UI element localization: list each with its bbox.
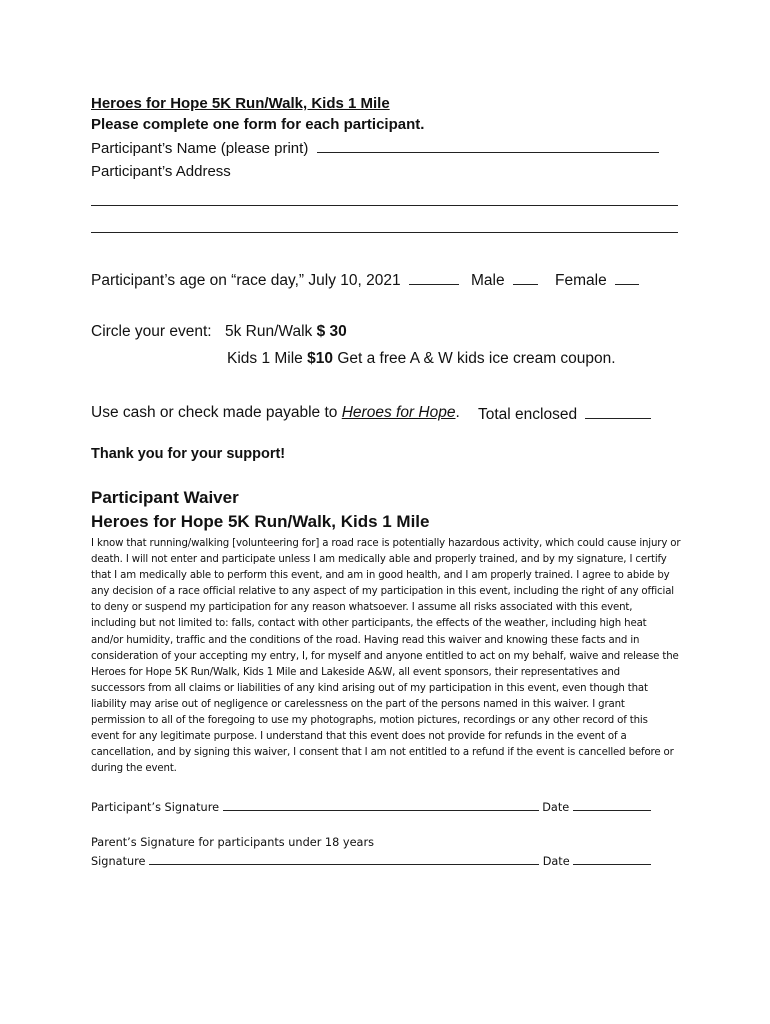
name-row [91, 138, 659, 157]
parent-signature-row [91, 854, 651, 868]
waiver-line: during the event. [91, 763, 177, 775]
waiver-line: any decision of a race official relative to any aspect of my participation in this event, including the right of any official [91, 586, 674, 598]
parent-signature-blank[interactable] [149, 854, 539, 865]
age-label: Participant’s age on “race day,” July 10, 2021 [91, 272, 401, 289]
female-blank[interactable] [615, 270, 639, 285]
participant-signature-blank[interactable] [223, 800, 539, 811]
waiver-line: and/or humidity, traffic and the conditions of the road. Having read this waiver and knowing these facts and in [91, 634, 640, 646]
name-blank[interactable] [317, 138, 659, 153]
waiver-line: including but not limited to: falls, contact with other participants, the effects of the weather, including high heat [91, 618, 647, 630]
total-row [478, 404, 651, 424]
waiver-line: cancellation, and by signing this waiver, I consent that I am not entitled to a refund if the event is cancelled before or [91, 747, 674, 759]
parent-signature-label: Parent’s Signature for participants under 18 years [91, 836, 374, 849]
female-label: Female [555, 272, 607, 289]
waiver-line: I know that running/walking [volunteering for] a road race is potentially hazardous activity, which could cause injury or [91, 538, 681, 549]
address-line-1[interactable] [91, 205, 678, 206]
waiver-line: liability may arise out of negligence or carelessness on the part of the persons named in this waiver. I grant [91, 698, 625, 710]
parent-date-label: Date [542, 855, 570, 868]
participant-date-blank[interactable] [573, 800, 651, 811]
event-5k-name: 5k Run/Walk [225, 323, 313, 340]
waiver-line: Heroes for Hope 5K Run/Walk, Kids 1 Mile and Lakeside A&W, all event sponsors, their representatives and [91, 666, 620, 678]
waiver-line: successors from all claims or liabilities of any kind arising out of my participation in this event, even though that [91, 682, 648, 694]
waiver-line: death. I will not enter and participate unless I am medically able and properly trained, and by my signature, I certify [91, 554, 667, 566]
waiver-line: consideration of your accepting my entry, I, for myself and anyone entitled to act on my behalf, waive and release the [91, 650, 679, 662]
waiver-line: event for any legitimate purpose. I understand that this event does not provide for refunds in the event of a [91, 731, 627, 743]
male-row [471, 270, 538, 290]
waiver-line: permission to all of the foregoing to use my photographs, motion pictures, recordings or any other record of this [91, 715, 648, 727]
payment-suffix: . [455, 404, 460, 421]
address-line-2[interactable] [91, 232, 678, 233]
waiver-heading: Participant Waiver [91, 488, 239, 507]
thank-you-text: Thank you for your support! [91, 446, 286, 462]
form-instruction: Please complete one form for each participant. [91, 116, 425, 133]
participant-signature-label: Participant’s Signature [91, 801, 220, 814]
waiver-body [91, 536, 683, 777]
waiver-line: to deny or suspend my participation for any reason whatsoever. I assume all risks associated with this event, [91, 602, 633, 614]
female-row [555, 270, 639, 290]
participant-date-label: Date [542, 801, 570, 814]
payment-row [91, 404, 460, 422]
name-label: Participant’s Name (please print) [91, 140, 309, 157]
payment-prefix: Use cash or check made payable to [91, 404, 338, 421]
form-title: Heroes for Hope 5K Run/Walk, Kids 1 Mile [91, 95, 390, 112]
event-5k-option[interactable] [225, 323, 347, 341]
event-kids-name: Kids 1 Mile [227, 350, 303, 367]
event-kids-option[interactable] [227, 350, 616, 368]
waiver-line: that I am medically able to perform this event, and am in good health, and I am properly trained. I agree to abide by [91, 570, 670, 582]
male-label: Male [471, 272, 505, 289]
parent-date-blank[interactable] [573, 854, 651, 865]
male-blank[interactable] [513, 270, 538, 285]
circle-event-label: Circle your event: [91, 323, 212, 340]
event-5k-price: $ 30 [316, 323, 347, 340]
participant-signature-row [91, 800, 651, 814]
age-row [91, 270, 459, 290]
total-blank[interactable] [585, 404, 651, 419]
waiver-subheading: Heroes for Hope 5K Run/Walk, Kids 1 Mile [91, 512, 430, 531]
event-kids-price: $10 [307, 350, 333, 367]
total-label: Total enclosed [478, 406, 578, 423]
parent-signature-word: Signature [91, 855, 146, 868]
address-label: Participant’s Address [91, 163, 231, 180]
age-blank[interactable] [409, 270, 459, 285]
event-kids-note: Get a free A & W kids ice cream coupon. [337, 350, 616, 367]
payee-name: Heroes for Hope [341, 404, 456, 421]
